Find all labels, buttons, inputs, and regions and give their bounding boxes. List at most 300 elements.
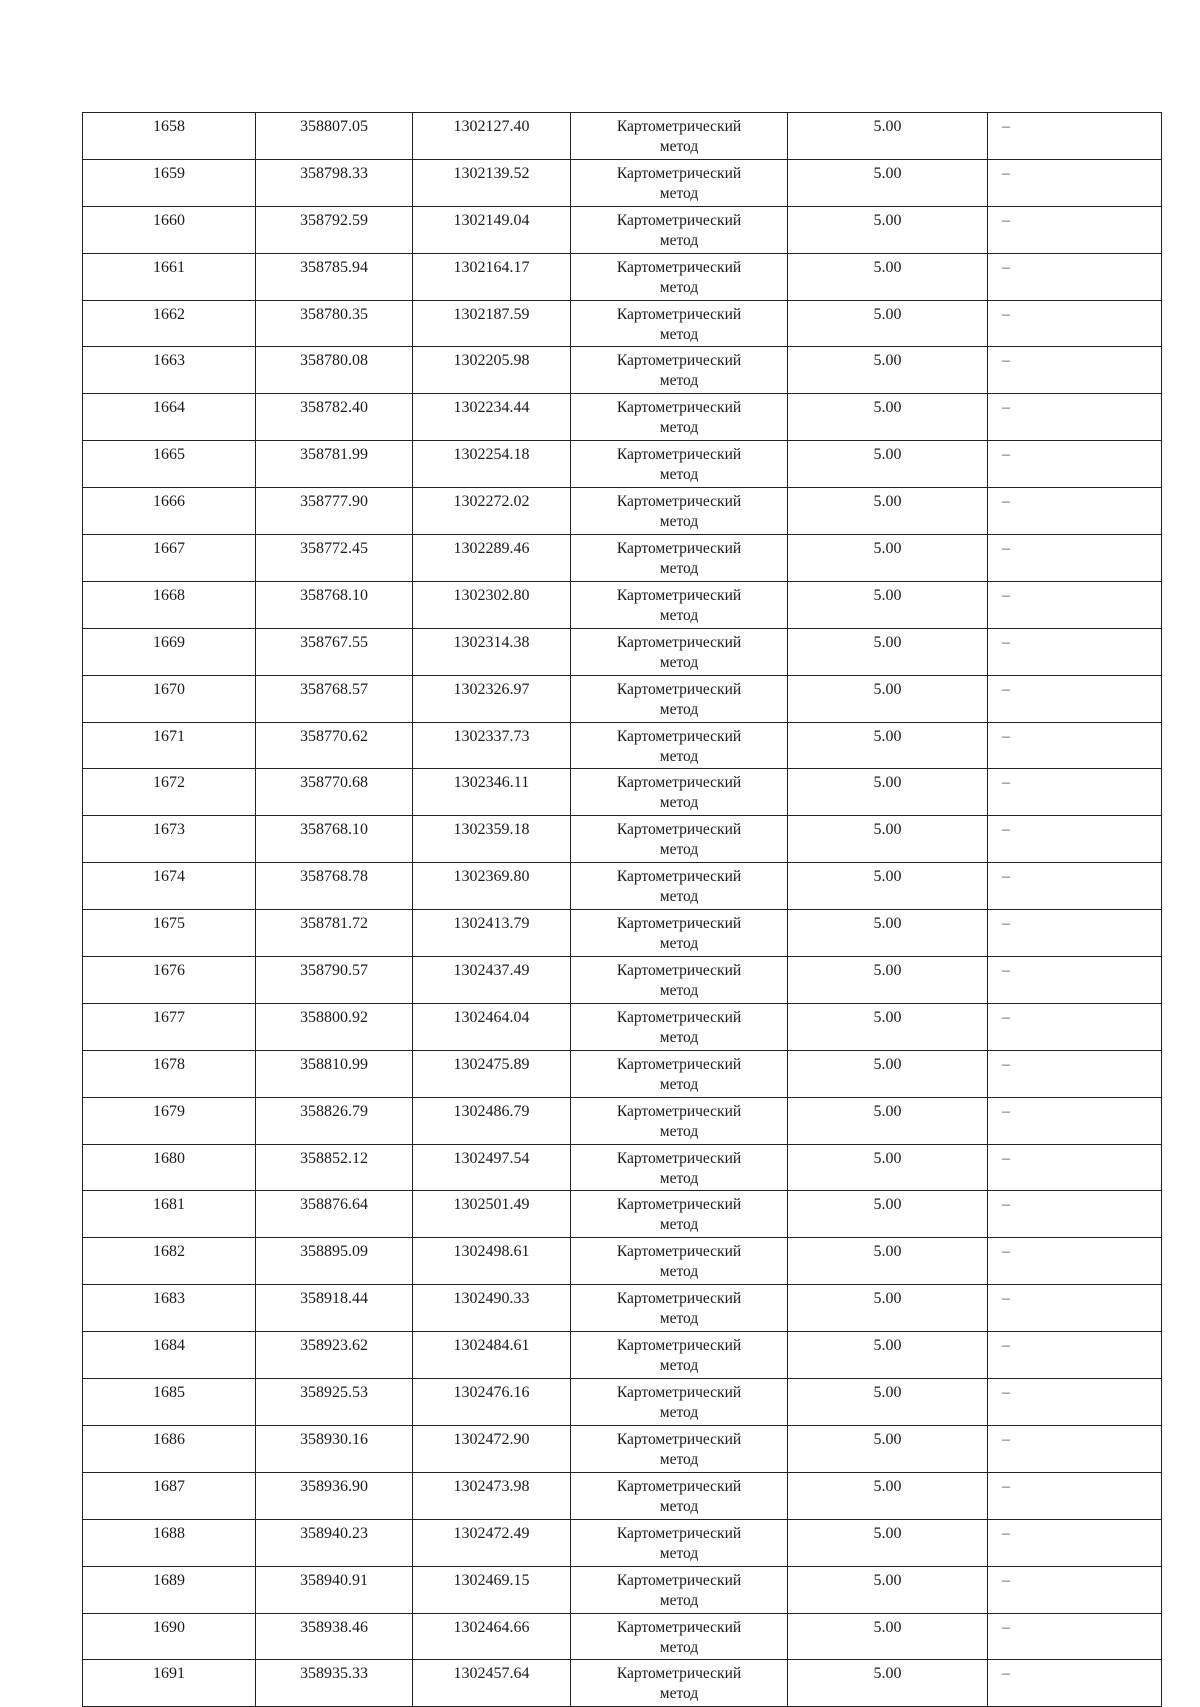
method-cell <box>571 1050 788 1097</box>
method-text-line-1: Картометрический <box>616 305 742 323</box>
y-coordinate-cell: 1302289.46 <box>413 535 571 582</box>
method-text-line-1: Картометрический <box>616 1618 742 1636</box>
x-coordinate-cell: 358800.92 <box>256 1003 413 1050</box>
method-cell <box>571 1379 788 1426</box>
table-row <box>83 206 1162 253</box>
accuracy-cell: 5.00 <box>788 1472 988 1519</box>
accuracy-cell: 5.00 <box>788 394 988 441</box>
method-cell <box>571 1285 788 1332</box>
method-cell <box>571 675 788 722</box>
x-coordinate-cell: 358780.08 <box>256 347 413 394</box>
method-cell <box>571 1191 788 1238</box>
method-cell <box>571 441 788 488</box>
table-row <box>83 863 1162 910</box>
method-text-line-2: метод <box>659 700 699 718</box>
accuracy-cell: 5.00 <box>788 910 988 957</box>
accuracy-cell: 5.00 <box>788 957 988 1004</box>
accuracy-cell: 5.00 <box>788 1332 988 1379</box>
table-row <box>83 441 1162 488</box>
x-coordinate-cell: 358785.94 <box>256 253 413 300</box>
method-text-line-1: Картометрический <box>616 774 742 792</box>
y-coordinate-cell: 1302127.40 <box>413 113 571 160</box>
y-coordinate-cell: 1302413.79 <box>413 910 571 957</box>
y-coordinate-cell: 1302464.66 <box>413 1613 571 1660</box>
method-text-line-2: метод <box>659 1685 699 1703</box>
method-cell <box>571 1003 788 1050</box>
description-cell: – <box>988 394 1162 441</box>
method-text-line-1: Картометрический <box>616 540 742 558</box>
y-coordinate-cell: 1302346.11 <box>413 769 571 816</box>
method-text-line-1: Картометрический <box>616 1149 742 1167</box>
y-coordinate-cell: 1302164.17 <box>413 253 571 300</box>
point-number-cell: 1675 <box>83 910 256 957</box>
accuracy-cell: 5.00 <box>788 581 988 628</box>
y-coordinate-cell: 1302486.79 <box>413 1097 571 1144</box>
description-cell: – <box>988 1613 1162 1660</box>
point-number-cell: 1678 <box>83 1050 256 1097</box>
point-number-cell: 1680 <box>83 1144 256 1191</box>
method-text-line-2: метод <box>659 513 699 531</box>
table-row <box>83 957 1162 1004</box>
x-coordinate-cell: 358777.90 <box>256 488 413 535</box>
method-text-line-1: Картометрический <box>616 164 742 182</box>
method-text-line-1: Картометрический <box>616 680 742 698</box>
accuracy-cell: 5.00 <box>788 628 988 675</box>
table-row <box>83 1191 1162 1238</box>
method-text-line-2: метод <box>659 653 699 671</box>
y-coordinate-cell: 1302359.18 <box>413 816 571 863</box>
method-text-line-2: метод <box>659 1263 699 1281</box>
method-cell <box>571 206 788 253</box>
description-cell: – <box>988 441 1162 488</box>
method-cell <box>571 535 788 582</box>
y-coordinate-cell: 1302337.73 <box>413 722 571 769</box>
method-text-line-1: Картометрический <box>616 962 742 980</box>
point-number-cell: 1684 <box>83 1332 256 1379</box>
x-coordinate-cell: 358780.35 <box>256 300 413 347</box>
method-text-line-2: метод <box>659 982 699 1000</box>
method-text-line-2: метод <box>659 184 699 202</box>
table-row <box>83 1238 1162 1285</box>
point-number-cell: 1681 <box>83 1191 256 1238</box>
method-text-line-2: метод <box>659 1450 699 1468</box>
table-row <box>83 1660 1162 1707</box>
accuracy-cell: 5.00 <box>788 488 988 535</box>
method-text-line-1: Картометрический <box>616 1477 742 1495</box>
table-row <box>83 1472 1162 1519</box>
accuracy-cell: 5.00 <box>788 1519 988 1566</box>
method-text-line-2: метод <box>659 466 699 484</box>
point-number-cell: 1660 <box>83 206 256 253</box>
method-text-line-2: метод <box>659 419 699 437</box>
method-text-line-1: Картометрический <box>616 1430 742 1448</box>
x-coordinate-cell: 358852.12 <box>256 1144 413 1191</box>
x-coordinate-cell: 358923.62 <box>256 1332 413 1379</box>
accuracy-cell: 5.00 <box>788 441 988 488</box>
description-cell: – <box>988 1003 1162 1050</box>
accuracy-cell: 5.00 <box>788 1660 988 1707</box>
table-row <box>83 159 1162 206</box>
x-coordinate-cell: 358810.99 <box>256 1050 413 1097</box>
method-text-line-2: метод <box>659 1357 699 1375</box>
x-coordinate-cell: 358876.64 <box>256 1191 413 1238</box>
point-number-cell: 1686 <box>83 1425 256 1472</box>
accuracy-cell: 5.00 <box>788 347 988 394</box>
point-number-cell: 1676 <box>83 957 256 1004</box>
table-row <box>83 300 1162 347</box>
method-text-line-1: Картометрический <box>616 821 742 839</box>
description-cell: – <box>988 1050 1162 1097</box>
method-text-line-2: метод <box>659 278 699 296</box>
accuracy-cell: 5.00 <box>788 1144 988 1191</box>
table-body <box>83 113 1162 1707</box>
table-row <box>83 1144 1162 1191</box>
point-number-cell: 1673 <box>83 816 256 863</box>
point-number-cell: 1689 <box>83 1566 256 1613</box>
method-text-line-1: Картометрический <box>616 868 742 886</box>
table-row <box>83 488 1162 535</box>
point-number-cell: 1658 <box>83 113 256 160</box>
method-cell <box>571 581 788 628</box>
y-coordinate-cell: 1302205.98 <box>413 347 571 394</box>
method-text-line-2: метод <box>659 935 699 953</box>
y-coordinate-cell: 1302464.04 <box>413 1003 571 1050</box>
method-cell <box>571 1238 788 1285</box>
method-text-line-2: метод <box>659 1591 699 1609</box>
method-text-line-2: метод <box>659 888 699 906</box>
point-number-cell: 1659 <box>83 159 256 206</box>
method-cell <box>571 347 788 394</box>
x-coordinate-cell: 358807.05 <box>256 113 413 160</box>
y-coordinate-cell: 1302369.80 <box>413 863 571 910</box>
point-number-cell: 1672 <box>83 769 256 816</box>
method-text-line-1: Картометрический <box>616 633 742 651</box>
accuracy-cell: 5.00 <box>788 206 988 253</box>
table-row <box>83 910 1162 957</box>
table-row <box>83 394 1162 441</box>
x-coordinate-cell: 358790.57 <box>256 957 413 1004</box>
method-text-line-1: Картометрический <box>616 258 742 276</box>
method-cell <box>571 394 788 441</box>
description-cell: – <box>988 769 1162 816</box>
y-coordinate-cell: 1302139.52 <box>413 159 571 206</box>
point-number-cell: 1667 <box>83 535 256 582</box>
description-cell: – <box>988 1472 1162 1519</box>
y-coordinate-cell: 1302254.18 <box>413 441 571 488</box>
table-row <box>83 1379 1162 1426</box>
description-cell: – <box>988 1332 1162 1379</box>
method-text-line-2: метод <box>659 231 699 249</box>
method-text-line-1: Картометрический <box>616 1337 742 1355</box>
accuracy-cell: 5.00 <box>788 1003 988 1050</box>
accuracy-cell: 5.00 <box>788 253 988 300</box>
y-coordinate-cell: 1302473.98 <box>413 1472 571 1519</box>
description-cell: – <box>988 1144 1162 1191</box>
method-cell <box>571 1519 788 1566</box>
method-text-line-1: Картометрический <box>616 1571 742 1589</box>
x-coordinate-cell: 358936.90 <box>256 1472 413 1519</box>
y-coordinate-cell: 1302484.61 <box>413 1332 571 1379</box>
method-cell <box>571 1566 788 1613</box>
accuracy-cell: 5.00 <box>788 722 988 769</box>
accuracy-cell: 5.00 <box>788 1285 988 1332</box>
method-text-line-2: метод <box>659 1169 699 1187</box>
table-row <box>83 253 1162 300</box>
description-cell: – <box>988 957 1162 1004</box>
table-row <box>83 722 1162 769</box>
table-row <box>83 1425 1162 1472</box>
point-number-cell: 1666 <box>83 488 256 535</box>
method-text-line-2: метод <box>659 1216 699 1234</box>
x-coordinate-cell: 358895.09 <box>256 1238 413 1285</box>
x-coordinate-cell: 358798.33 <box>256 159 413 206</box>
accuracy-cell: 5.00 <box>788 1238 988 1285</box>
x-coordinate-cell: 358938.46 <box>256 1613 413 1660</box>
method-text-line-2: метод <box>659 372 699 390</box>
table-row <box>83 1097 1162 1144</box>
y-coordinate-cell: 1302475.89 <box>413 1050 571 1097</box>
point-number-cell: 1662 <box>83 300 256 347</box>
method-text-line-1: Картометрический <box>616 1102 742 1120</box>
method-text-line-2: метод <box>659 1497 699 1515</box>
method-text-line-2: метод <box>659 1122 699 1140</box>
method-cell <box>571 1613 788 1660</box>
description-cell: – <box>988 863 1162 910</box>
point-number-cell: 1677 <box>83 1003 256 1050</box>
accuracy-cell: 5.00 <box>788 113 988 160</box>
x-coordinate-cell: 358935.33 <box>256 1660 413 1707</box>
y-coordinate-cell: 1302476.16 <box>413 1379 571 1426</box>
point-number-cell: 1683 <box>83 1285 256 1332</box>
description-cell: – <box>988 1285 1162 1332</box>
method-text-line-1: Картометрический <box>616 915 742 933</box>
y-coordinate-cell: 1302469.15 <box>413 1566 571 1613</box>
accuracy-cell: 5.00 <box>788 1097 988 1144</box>
table-row <box>83 581 1162 628</box>
x-coordinate-cell: 358768.57 <box>256 675 413 722</box>
method-text-line-2: метод <box>659 325 699 343</box>
x-coordinate-cell: 358781.99 <box>256 441 413 488</box>
method-text-line-1: Картометрический <box>616 211 742 229</box>
method-text-line-1: Картометрический <box>616 586 742 604</box>
table-row <box>83 1332 1162 1379</box>
method-cell <box>571 628 788 675</box>
x-coordinate-cell: 358918.44 <box>256 1285 413 1332</box>
description-cell: – <box>988 488 1162 535</box>
method-cell <box>571 488 788 535</box>
x-coordinate-cell: 358930.16 <box>256 1425 413 1472</box>
method-text-line-2: метод <box>659 606 699 624</box>
accuracy-cell: 5.00 <box>788 769 988 816</box>
x-coordinate-cell: 358781.72 <box>256 910 413 957</box>
x-coordinate-cell: 358768.78 <box>256 863 413 910</box>
description-cell: – <box>988 300 1162 347</box>
accuracy-cell: 5.00 <box>788 863 988 910</box>
description-cell: – <box>988 1660 1162 1707</box>
accuracy-cell: 5.00 <box>788 1566 988 1613</box>
point-number-cell: 1671 <box>83 722 256 769</box>
table-row <box>83 628 1162 675</box>
x-coordinate-cell: 358792.59 <box>256 206 413 253</box>
method-text-line-1: Картометрический <box>616 727 742 745</box>
x-coordinate-cell: 358925.53 <box>256 1379 413 1426</box>
point-number-cell: 1669 <box>83 628 256 675</box>
table-row <box>83 347 1162 394</box>
method-cell <box>571 722 788 769</box>
method-text-line-2: метод <box>659 560 699 578</box>
method-text-line-1: Картометрический <box>616 352 742 370</box>
table-row <box>83 1050 1162 1097</box>
x-coordinate-cell: 358770.62 <box>256 722 413 769</box>
description-cell: – <box>988 113 1162 160</box>
point-number-cell: 1668 <box>83 581 256 628</box>
method-cell <box>571 910 788 957</box>
accuracy-cell: 5.00 <box>788 1379 988 1426</box>
y-coordinate-cell: 1302149.04 <box>413 206 571 253</box>
description-cell: – <box>988 722 1162 769</box>
x-coordinate-cell: 358772.45 <box>256 535 413 582</box>
method-cell <box>571 253 788 300</box>
method-cell <box>571 1097 788 1144</box>
method-cell <box>571 769 788 816</box>
table-row <box>83 113 1162 160</box>
method-cell <box>571 863 788 910</box>
point-number-cell: 1682 <box>83 1238 256 1285</box>
method-cell <box>571 113 788 160</box>
description-cell: – <box>988 1519 1162 1566</box>
method-text-line-1: Картометрический <box>616 1665 742 1683</box>
method-cell <box>571 816 788 863</box>
method-text-line-2: метод <box>659 1310 699 1328</box>
method-text-line-1: Картометрический <box>616 1243 742 1261</box>
method-text-line-1: Картометрический <box>616 493 742 511</box>
y-coordinate-cell: 1302472.49 <box>413 1519 571 1566</box>
description-cell: – <box>988 1238 1162 1285</box>
description-cell: – <box>988 581 1162 628</box>
y-coordinate-cell: 1302187.59 <box>413 300 571 347</box>
y-coordinate-cell: 1302490.33 <box>413 1285 571 1332</box>
point-number-cell: 1665 <box>83 441 256 488</box>
point-number-cell: 1687 <box>83 1472 256 1519</box>
y-coordinate-cell: 1302472.90 <box>413 1425 571 1472</box>
table-row <box>83 1613 1162 1660</box>
table-row <box>83 675 1162 722</box>
description-cell: – <box>988 675 1162 722</box>
y-coordinate-cell: 1302498.61 <box>413 1238 571 1285</box>
point-number-cell: 1688 <box>83 1519 256 1566</box>
point-number-cell: 1664 <box>83 394 256 441</box>
table-row <box>83 535 1162 582</box>
method-text-line-2: метод <box>659 747 699 765</box>
y-coordinate-cell: 1302501.49 <box>413 1191 571 1238</box>
description-cell: – <box>988 253 1162 300</box>
accuracy-cell: 5.00 <box>788 159 988 206</box>
method-cell <box>571 1660 788 1707</box>
description-cell: – <box>988 535 1162 582</box>
x-coordinate-cell: 358826.79 <box>256 1097 413 1144</box>
description-cell: – <box>988 1191 1162 1238</box>
method-text-line-1: Картометрический <box>616 1055 742 1073</box>
description-cell: – <box>988 1566 1162 1613</box>
y-coordinate-cell: 1302314.38 <box>413 628 571 675</box>
accuracy-cell: 5.00 <box>788 1425 988 1472</box>
point-number-cell: 1679 <box>83 1097 256 1144</box>
method-text-line-1: Картометрический <box>616 1524 742 1542</box>
table-row <box>83 1285 1162 1332</box>
description-cell: – <box>988 628 1162 675</box>
description-cell: – <box>988 910 1162 957</box>
table-row <box>83 1566 1162 1613</box>
description-cell: – <box>988 206 1162 253</box>
method-text-line-1: Картометрический <box>616 1008 742 1026</box>
method-text-line-2: метод <box>659 1544 699 1562</box>
y-coordinate-cell: 1302234.44 <box>413 394 571 441</box>
method-text-line-2: метод <box>659 1404 699 1422</box>
table-row <box>83 816 1162 863</box>
table-row <box>83 1519 1162 1566</box>
accuracy-cell: 5.00 <box>788 1191 988 1238</box>
method-cell <box>571 1472 788 1519</box>
method-text-line-1: Картометрический <box>616 1196 742 1214</box>
point-number-cell: 1661 <box>83 253 256 300</box>
table-row <box>83 769 1162 816</box>
description-cell: – <box>988 1425 1162 1472</box>
point-number-cell: 1670 <box>83 675 256 722</box>
y-coordinate-cell: 1302272.02 <box>413 488 571 535</box>
y-coordinate-cell: 1302302.80 <box>413 581 571 628</box>
x-coordinate-cell: 358767.55 <box>256 628 413 675</box>
description-cell: – <box>988 1097 1162 1144</box>
accuracy-cell: 5.00 <box>788 1613 988 1660</box>
method-text-line-1: Картометрический <box>616 1384 742 1402</box>
table-row <box>83 1003 1162 1050</box>
method-text-line-1: Картометрический <box>616 446 742 464</box>
description-cell: – <box>988 816 1162 863</box>
accuracy-cell: 5.00 <box>788 675 988 722</box>
method-text-line-2: метод <box>659 1638 699 1656</box>
method-cell <box>571 300 788 347</box>
method-cell <box>571 1332 788 1379</box>
method-text-line-1: Картометрический <box>616 118 742 135</box>
point-number-cell: 1691 <box>83 1660 256 1707</box>
method-cell <box>571 957 788 1004</box>
point-number-cell: 1663 <box>83 347 256 394</box>
method-text-line-2: метод <box>659 1075 699 1093</box>
point-number-cell: 1690 <box>83 1613 256 1660</box>
x-coordinate-cell: 358940.91 <box>256 1566 413 1613</box>
coordinates-table <box>82 112 1162 1707</box>
accuracy-cell: 5.00 <box>788 535 988 582</box>
x-coordinate-cell: 358770.68 <box>256 769 413 816</box>
method-text-line-2: метод <box>659 841 699 859</box>
description-cell: – <box>988 159 1162 206</box>
accuracy-cell: 5.00 <box>788 300 988 347</box>
method-text-line-2: метод <box>659 1028 699 1046</box>
y-coordinate-cell: 1302497.54 <box>413 1144 571 1191</box>
description-cell: – <box>988 1379 1162 1426</box>
y-coordinate-cell: 1302326.97 <box>413 675 571 722</box>
method-text-line-1: Картометрический <box>616 399 742 417</box>
point-number-cell: 1685 <box>83 1379 256 1426</box>
x-coordinate-cell: 358782.40 <box>256 394 413 441</box>
x-coordinate-cell: 358768.10 <box>256 581 413 628</box>
y-coordinate-cell: 1302457.64 <box>413 1660 571 1707</box>
y-coordinate-cell: 1302437.49 <box>413 957 571 1004</box>
method-text-line-2: метод <box>659 794 699 812</box>
method-cell <box>571 1144 788 1191</box>
method-cell <box>571 159 788 206</box>
x-coordinate-cell: 358940.23 <box>256 1519 413 1566</box>
